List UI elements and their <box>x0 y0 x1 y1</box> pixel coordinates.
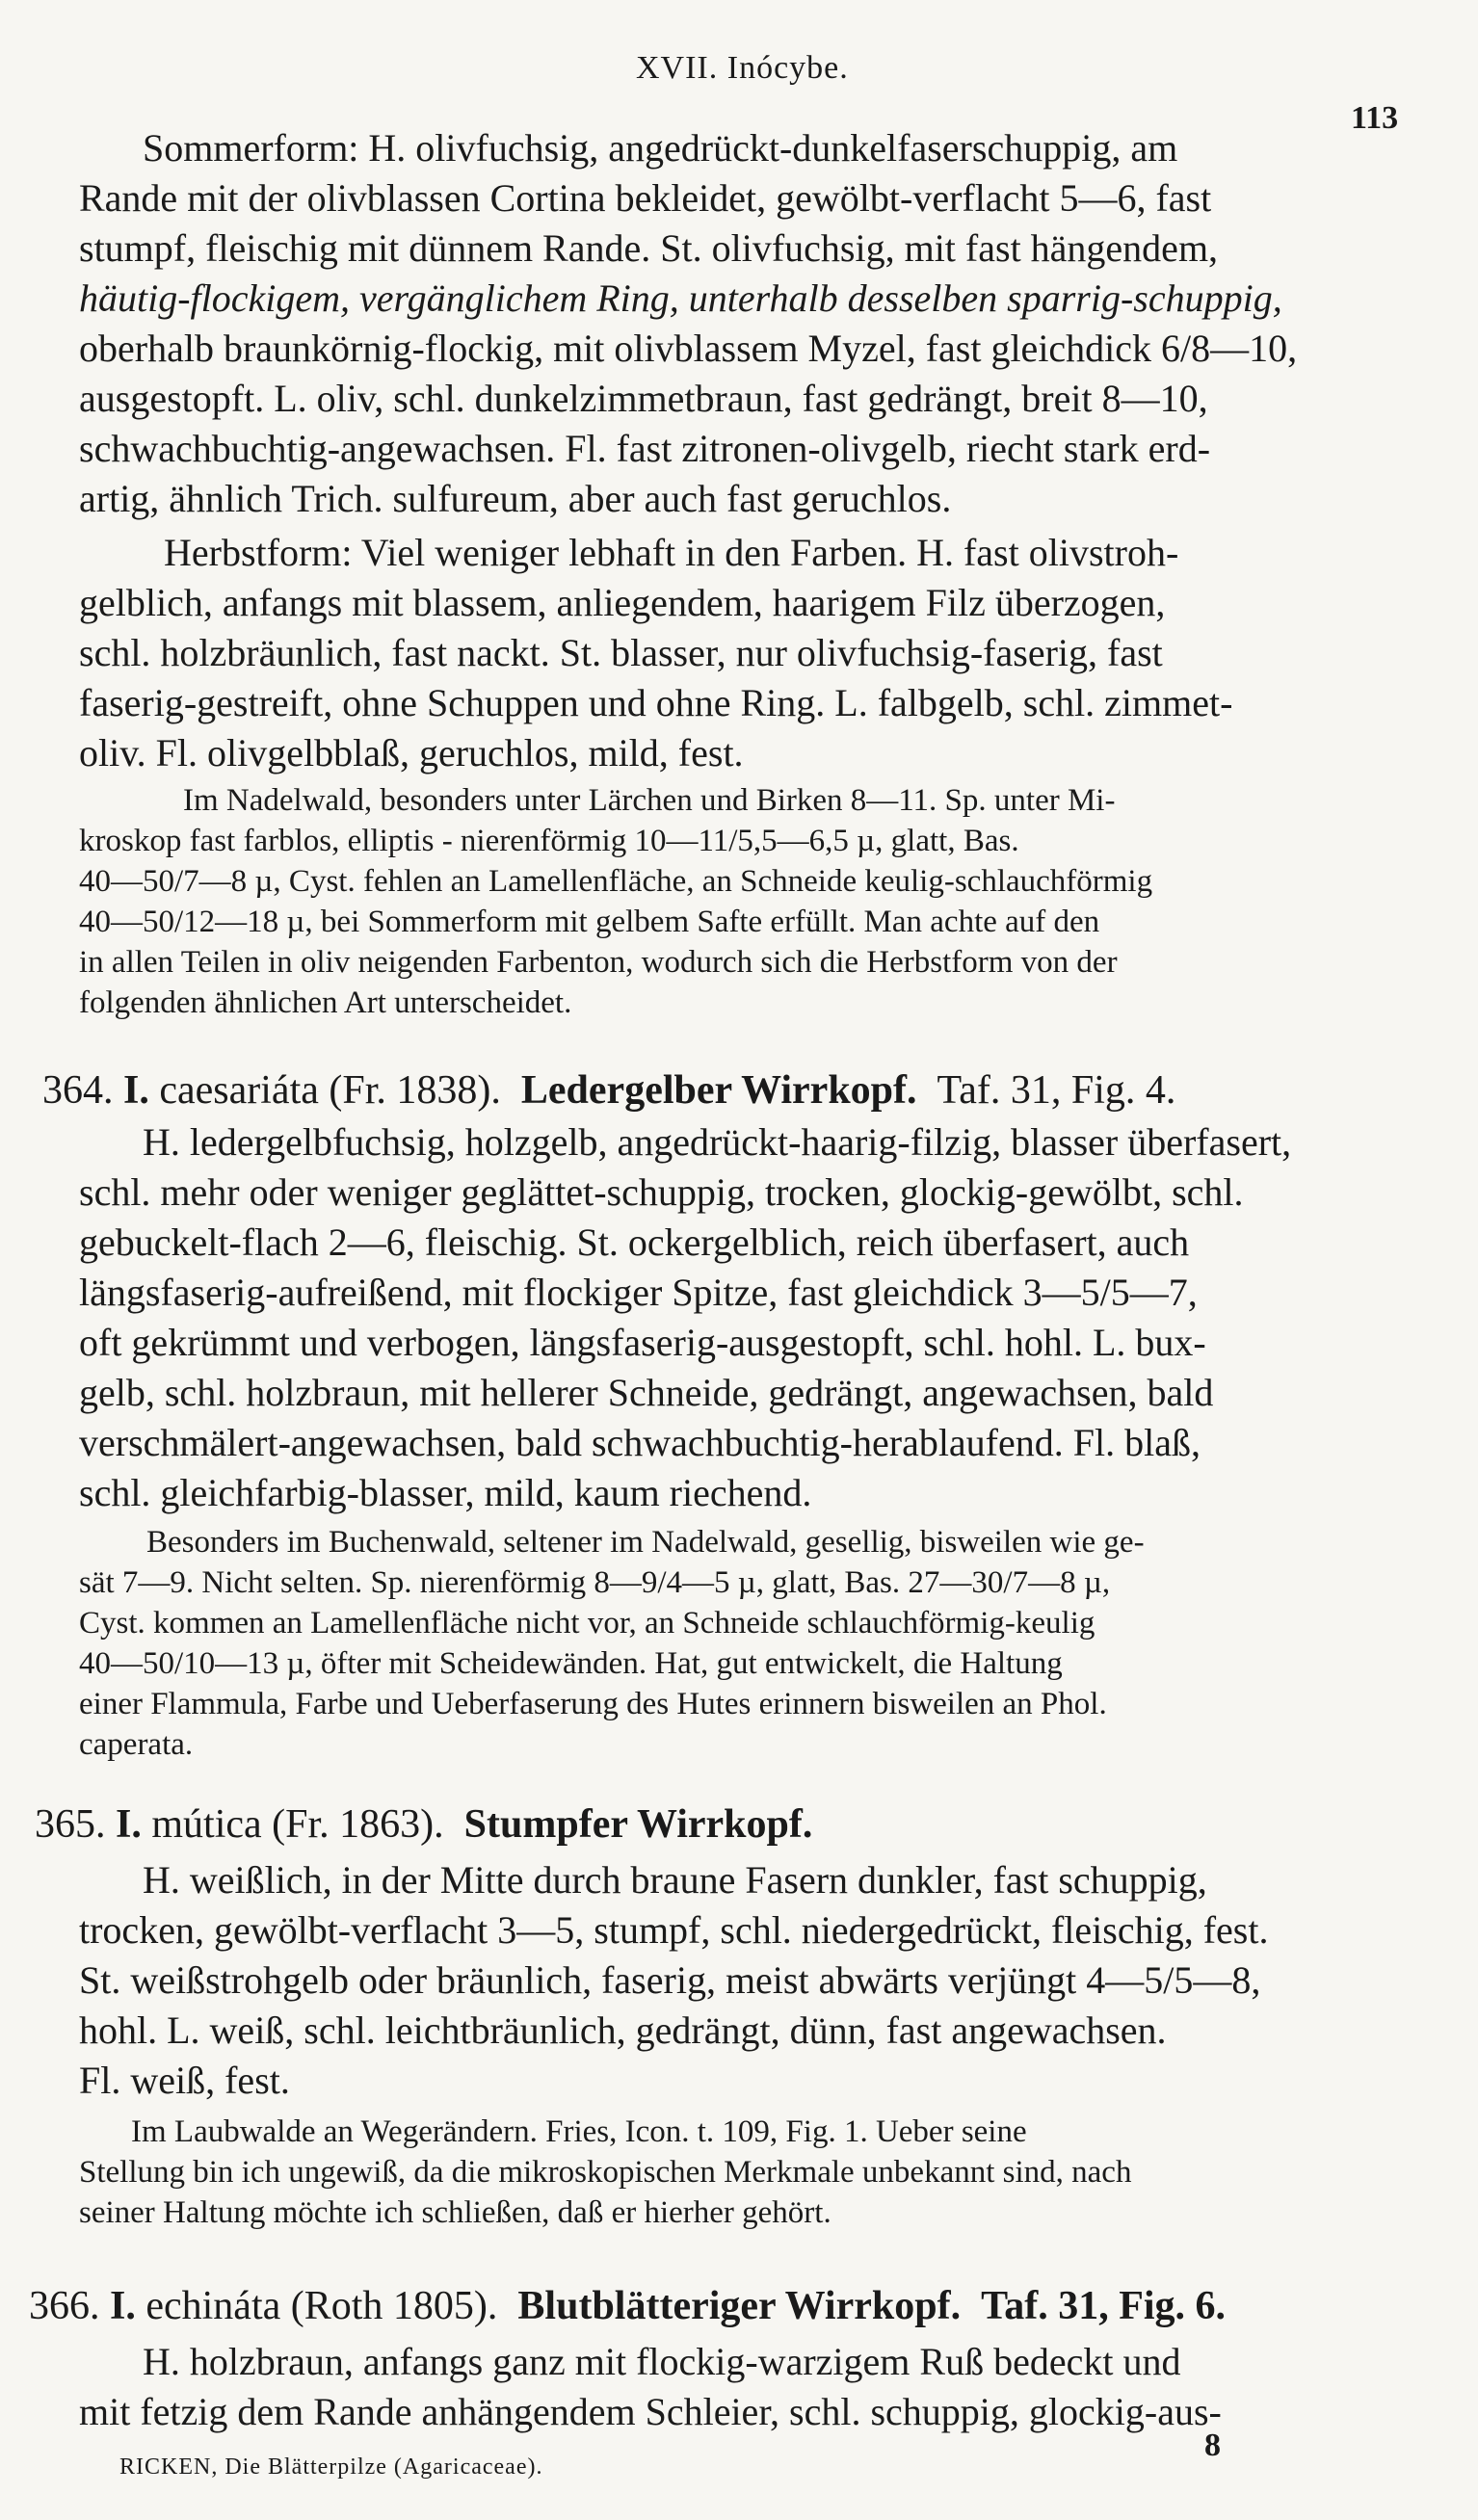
text-line: Fl. weiß, fest. <box>79 2059 290 2102</box>
signature-mark: 8 <box>1204 2428 1221 2463</box>
note-line: Im Nadelwald, besonders unter Lärchen und Birken 8—11. Sp. unter Mi- <box>183 783 1116 818</box>
note-line: Im Laubwalde an Wegerändern. Fries, Icon. t. 109, Fig. 1. Ueber seine <box>131 2114 1027 2149</box>
note-line: Stellung bin ich ungewiß, da die mikroskopischen Merkmale unbekannt sind, nach <box>79 2155 1132 2190</box>
authority: (Roth 1805). <box>290 2284 498 2328</box>
plate-reference: Taf. 31, Fig. 4. <box>937 1068 1176 1113</box>
genus: I. <box>116 1802 142 1847</box>
text-line: oberhalb braunkörnig-flockig, mit olivblassem Myzel, fast gleichdick 6/8—10, <box>79 327 1298 370</box>
entry-number: 364. <box>42 1068 114 1113</box>
species-name: caesariáta <box>159 1068 319 1113</box>
text-line: Sommerform: H. olivfuchsig, angedrückt-dunkelfaserschuppig, am <box>143 126 1178 170</box>
text-line: häutig-flockigem, vergänglichem Ring, unterhalb desselben sparrig-schuppig, <box>79 276 1282 320</box>
text-line: H. weißlich, in der Mitte durch braune Fasern dunkler, fast schuppig, <box>143 1858 1207 1902</box>
text-line: Herbstform: Viel weniger lebhaft in den Farben. H. fast olivstroh- <box>164 531 1179 574</box>
text-line: schl. mehr oder weniger geglättet-schuppig, trocken, glockig-gewölbt, schl. <box>79 1170 1244 1214</box>
text-line: Rande mit der olivblassen Cortina bekleidet, gewölbt-verflacht 5—6, fast <box>79 176 1212 220</box>
note-line: Cyst. kommen an Lamellenfläche nicht vor, an Schneide schlauchförmig-keulig <box>79 1606 1095 1641</box>
text-line: mit fetzig dem Rande anhängendem Schleier, schl. schuppig, glockig-aus- <box>79 2390 1222 2433</box>
note-line: seiner Haltung möchte ich schließen, daß er hierher gehört. <box>79 2195 831 2230</box>
common-name: Blutblätteriger Wirrkopf. <box>517 2284 962 2328</box>
text-line: schl. holzbräunlich, fast nackt. St. blasser, nur olivfuchsig-faserig, fast <box>79 631 1163 674</box>
entry-number: 366. <box>29 2284 100 2328</box>
species-name: mútica <box>151 1802 262 1847</box>
authority: (Fr. 1863). <box>272 1802 444 1847</box>
genus: I. <box>110 2284 136 2328</box>
text-line: faserig-gestreift, ohne Schuppen und ohne Ring. L. falbgelb, schl. zimmet- <box>79 681 1233 724</box>
note-line: caperata. <box>79 1727 194 1762</box>
text-line: gelb, schl. holzbraun, mit hellerer Schneide, gedrängt, angewachsen, bald <box>79 1371 1214 1414</box>
entry-heading <box>29 2281 1411 2331</box>
species-name: echináta <box>145 2284 281 2328</box>
plate-reference: Taf. 31, Fig. 6. <box>981 2284 1227 2328</box>
text-line: St. weißstrohgelb oder bräunlich, faserig, meist abwärts verjüngt 4—5/5—8, <box>79 1958 1261 2002</box>
text-line: trocken, gewölbt-verflacht 3—5, stumpf, schl. niedergedrückt, fleischig, fest. <box>79 1908 1269 1952</box>
text-line: gebuckelt-flach 2—6, fleischig. St. ockergelblich, reich überfasert, auch <box>79 1221 1190 1264</box>
publication-footer: RICKEN, Die Blätterpilze (Agaricaceae). <box>119 2454 543 2480</box>
note-line: Besonders im Buchenwald, seltener im Nadelwald, gesellig, bisweilen wie ge- <box>146 1525 1145 1560</box>
common-name: Ledergelber Wirrkopf. <box>520 1068 917 1113</box>
note-line: in allen Teilen in oliv neigenden Farbenton, wodurch sich die Herbstform von der <box>79 945 1118 980</box>
entry-number: 365. <box>35 1802 106 1847</box>
note-line: folgenden ähnlichen Art unterscheidet. <box>79 985 572 1020</box>
note-line: kroskop fast farblos, elliptis - nierenförmig 10—11/5,5—6,5 µ, glatt, Bas. <box>79 824 1019 858</box>
entry-heading <box>35 1799 1411 1850</box>
text-line: oliv. Fl. olivgelbblaß, geruchlos, mild, fest. <box>79 731 744 774</box>
note-line: einer Flammula, Farbe und Ueberfaserung des Hutes erinnern bisweilen an Phol. <box>79 1687 1107 1721</box>
text-line: hohl. L. weiß, schl. leichtbräunlich, gedrängt, dünn, fast angewachsen. <box>79 2008 1167 2052</box>
genus: I. <box>123 1068 149 1113</box>
page-number: 113 <box>1351 100 1399 136</box>
text-line: längsfaserig-aufreißend, mit flockiger Spitze, fast gleichdick 3—5/5—7, <box>79 1271 1198 1314</box>
text-line: verschmälert-angewachsen, bald schwachbuchtig-herablaufend. Fl. blaß, <box>79 1421 1201 1464</box>
note-line: 40—50/12—18 µ, bei Sommerform mit gelbem Safte erfüllt. Man achte auf den <box>79 905 1100 939</box>
note-line: 40—50/10—13 µ, öfter mit Scheidewänden. Hat, gut entwickelt, die Haltung <box>79 1646 1063 1681</box>
common-name: Stumpfer Wirrkopf. <box>463 1802 813 1847</box>
text-line: schwachbuchtig-angewachsen. Fl. fast zitronen-olivgelb, riecht stark erd- <box>79 427 1211 470</box>
note-line: 40—50/7—8 µ, Cyst. fehlen an Lamellenfläche, an Schneide keulig-schlauchförmig <box>79 864 1153 899</box>
authority: (Fr. 1838). <box>329 1068 501 1113</box>
text-line: gelblich, anfangs mit blassem, anliegendem, haarigem Filz überzogen, <box>79 581 1166 624</box>
text-line: ausgestopft. L. oliv, schl. dunkelzimmetbraun, fast gedrängt, breit 8—10, <box>79 377 1208 420</box>
text-line: H. holzbraun, anfangs ganz mit flockig-warzigem Ruß bedeckt und <box>143 2340 1181 2383</box>
text-line: oft gekrümmt und verbogen, längsfaserig-ausgestopft, schl. hohl. L. bux- <box>79 1321 1206 1364</box>
entry-heading <box>42 1065 1411 1116</box>
text-line: H. ledergelbfuchsig, holzgelb, angedrückt-haarig-filzig, blasser überfasert, <box>143 1120 1292 1164</box>
text-line: artig, ähnlich Trich. sulfureum, aber auch fast geruchlos. <box>79 477 952 520</box>
text-line: schl. gleichfarbig-blasser, mild, kaum riechend. <box>79 1471 812 1514</box>
note-line: sät 7—9. Nicht selten. Sp. nierenförmig 8—9/4—5 µ, glatt, Bas. 27—30/7—8 µ, <box>79 1565 1111 1600</box>
running-header: XVII. Inócybe. <box>636 50 849 86</box>
text-line: stumpf, fleischig mit dünnem Rande. St. olivfuchsig, mit fast hängendem, <box>79 226 1219 270</box>
